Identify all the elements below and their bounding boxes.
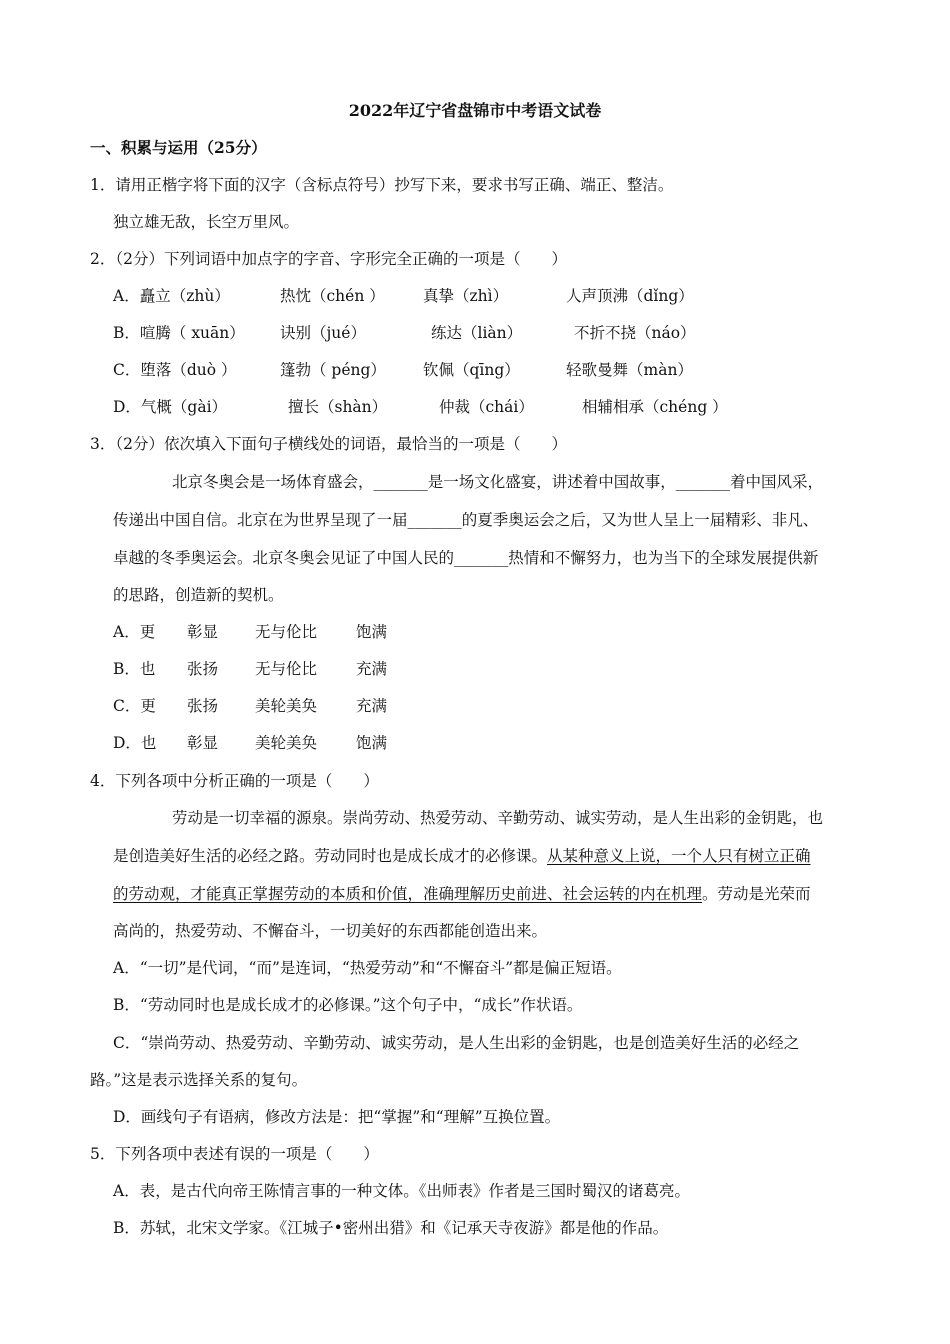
q1-stem: 1．请用正楷字将下面的汉字（含标点符号）抄写下来，要求书写正确、端正、整洁。	[90, 176, 674, 194]
q4-option-c: C．“崇尚劳动、热爱劳动、辛勤劳动、诚实劳动，是人生出彩的金钥匙，也是创造美好生活的必经之	[113, 1034, 800, 1052]
q4-passage-text: 是创造美好生活的必经之路。劳动同时也是成长成才的必修课。	[113, 847, 548, 865]
q4-passage-line: 高尚的，热爱劳动、不懈奋斗，一切美好的东西都能创造出来。	[113, 922, 548, 940]
underlined-sentence: 的劳动观，才能真正掌握劳动的本质和价值，准确理解历史前进、社会运转的内在机理	[113, 885, 703, 903]
q5-option-a: A．表，是古代向帝王陈情言事的一种文体。《出师表》作者是三国时蜀汉的诸葛亮。	[113, 1182, 690, 1200]
q4-passage-line: 劳动是一切幸福的源泉。崇尚劳动、热爱劳动、辛勤劳动、诚实劳动，是人生出彩的金钥匙，也	[172, 809, 824, 827]
q4-passage-line	[113, 884, 811, 904]
q4-option-b: B．“劳动同时也是成长成才的必修课。”这个句子中，“成长”作状语。	[113, 996, 583, 1014]
q3-passage-line: 北京冬奥会是一场体育盛会，_______是一场文化盛宴，讲述着中国故事，_______着中国风采，	[172, 473, 824, 491]
q3-passage-line: 传递出中国自信。北京在为世界呈现了一届_______的夏季奥运会之后，又为世人呈上一届精彩、非凡、	[113, 511, 819, 529]
q4-option-d: D．画线句子有语病，修改方法是：把“掌握”和“理解”互换位置。	[113, 1108, 561, 1126]
q3-stem: 3．（2分）依次填入下面句子横线处的词语，最恰当的一项是（ ）	[90, 435, 567, 453]
q4-option-c-continued: 路。”这是表示选择关系的复句。	[90, 1071, 308, 1089]
section-heading: 一、积累与运用（25分）	[90, 138, 267, 157]
exam-page: 2022年辽宁省盘锦市中考语文试卷 一、积累与运用（25分） 1．请用正楷字将下面的汉字（含标点符号）抄写下来，要求书写正确、端正、整洁。 独立雄无敌，长空万里风。 2．（2分）下列词语中加点字的字音、字形完全正确的一项是（ ） A．矗立（zhù） 热忱（chén ） 真挚（zhì） 人声顶沸（dǐng） B．喧腾（ xuān） 诀别（jué） 练达（liàn） 不折不挠（náo） C．堕落（duò ） 篷勃（ péng） 钦佩（qīng） 轻歌曼舞（màn） D．气概（gài） 擅长（shàn） 仲裁（chái） 相辅相承（chéng ） 3．（2分）依次填入下面句子横线处的词语，最恰当的一项是（ ） 北京冬奥会是一场体育盛会，_______是一场文化盛宴，讲述着中国故事，_______着中国风采， 传递出中国自信。北京在为世界呈现了一届_______的夏季奥运会之后，又为世人呈上一届精彩、非凡、 卓越的冬季奥运会。北京冬奥会见证了中国人民的_______热情和不懈努力，也为当下的全球发展提供新 的思路，创造新的契机。 A．更 彰显 无与伦比 饱满 B．也 张扬 无与伦比 充满 C．更 张扬 美轮美奂 充满 D．也 彰显 美轮美奂 饱满 4．下列各项中分析正确的一项是（ ） 劳动是一切幸福的源泉。崇尚劳动、热爱劳动、辛勤劳动、诚实劳动，是人生出彩的金钥匙，也 是创造美好生活的必经之路。劳动同时也是成长成才的必修课。从某种意义上说，一个人只有树立正确 的劳动观，才能真正掌握劳动的本质和价值，准确理解历史前进、社会运转的内在机理。劳动是光荣而 高尚的，热爱劳动、不懈奋斗，一切美好的东西都能创造出来。 A．“一切”是代词，“而”是连词，“热爱劳动”和“不懈奋斗”都是偏正短语。 B．“劳动同时也是成长成才的必修课。”这个句子中，“成长”作状语。 C．“崇尚劳动、热爱劳动、辛勤劳动、诚实劳动，是人生出彩的金钥匙，也是创造美好生活的必经之 路。”这是表示选择关系的复句。 D．画线句子有语病，修改方法是：把“掌握”和“理解”互换位置。 5．下列各项中表述有误的一项是（ ） A．表，是古代向帝王陈情言事的一种文体。《出师表》作者是三国时蜀汉的诸葛亮。 B．苏轼，北宋文学家。《江城子•密州出猎》和《记承天寺夜游》都是他的作品。	[0, 0, 950, 1344]
underlined-sentence: 从某种意义上说，一个人只有树立正确	[547, 847, 811, 865]
q4-stem: 4．下列各项中分析正确的一项是（ ）	[90, 772, 379, 790]
q2-stem: 2．（2分）下列词语中加点字的字音、字形完全正确的一项是（ ）	[90, 250, 567, 268]
q3-passage-line: 的思路，创造新的契机。	[113, 586, 284, 604]
q4-passage-text: 。劳动是光荣而	[702, 885, 811, 903]
q4-option-a: A．“一切”是代词，“而”是连词，“热爱劳动”和“不懈奋斗”都是偏正短语。	[113, 959, 622, 977]
q5-option-b: B．苏轼，北宋文学家。《江城子•密州出猎》和《记承天寺夜游》都是他的作品。	[113, 1219, 669, 1237]
q5-stem: 5．下列各项中表述有误的一项是（ ）	[90, 1145, 379, 1163]
q4-passage-line	[113, 846, 811, 866]
q1-text: 独立雄无敌，长空万里风。	[113, 213, 300, 231]
q3-passage-line: 卓越的冬季奥运会。北京冬奥会见证了中国人民的_______热情和不懈努力，也为当下的全球发展提供新	[113, 549, 819, 567]
page-title: 2022年辽宁省盘锦市中考语文试卷	[348, 101, 602, 120]
